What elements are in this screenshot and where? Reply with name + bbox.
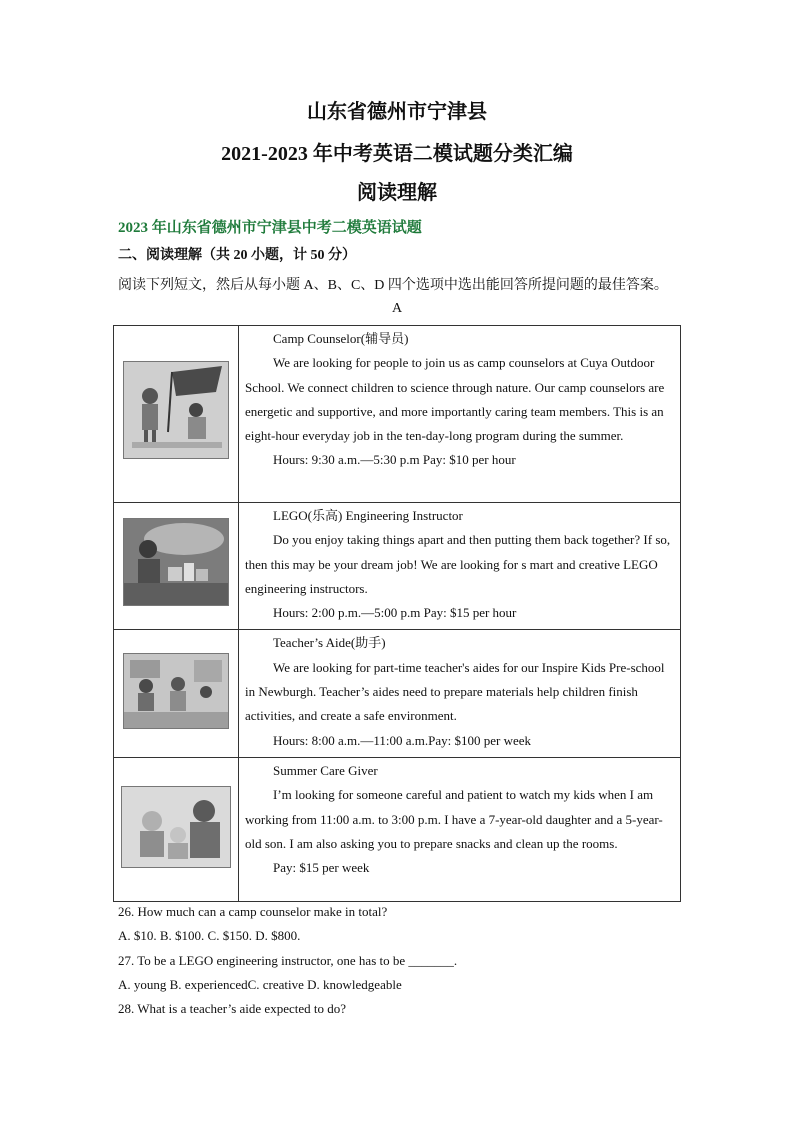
ad-text-cell xyxy=(239,630,681,757)
ad-body: We are looking for part-time teacher's aides for our Inspire Kids Pre-school in Newburgh. Teacher’s aides need to prepare materials help children finish activities, and create a safe environment. xyxy=(245,659,665,724)
ad-heading: Camp Counselor(辅导员) xyxy=(273,331,409,346)
document-title: 山东省德州市宁津县 xyxy=(307,101,487,123)
ad-text-cell xyxy=(239,326,681,503)
ad-row-camp-counselor xyxy=(114,326,681,503)
ad-row-teachers-aide xyxy=(114,630,681,757)
classroom-photo xyxy=(123,653,229,729)
ad-hours-pay: Hours: 9:30 a.m.—5:30 p.m Pay: $10 per hour xyxy=(273,452,516,468)
questions-block xyxy=(118,900,457,1021)
ad-body: I’m looking for someone careful and patient to watch my kids when I am working from 11:00 a.m. to 3:00 p.m. I have a 7-year-old daughter and a 5-year-old son. I am also asking you to prepare snacks and clean up the rooms. xyxy=(245,787,663,851)
ad-image-cell xyxy=(114,503,239,630)
section-heading: 阅读理解 xyxy=(357,182,437,204)
passage-letter: A xyxy=(391,301,403,316)
ad-body: Do you enjoy taking things apart and then putting them back together? If so, then this may be your dream job! We are looking for s mart and creative LEGO engineering instructors. xyxy=(245,532,671,596)
lego-photo xyxy=(123,518,229,606)
question-27: 27. To be a LEGO engineering instructor, one has to be _______. xyxy=(118,952,458,968)
ad-image-cell xyxy=(114,630,239,757)
document-subtitle: 2021-2023 年中考英语二模试题分类汇编 xyxy=(221,143,573,165)
part-heading: 二、阅读理解（共 20 小题，计 50 分） xyxy=(118,248,356,263)
exam-title: 2023 年山东省德州市宁津县中考二模英语试题 xyxy=(118,220,422,236)
job-ads-table xyxy=(113,325,681,902)
ad-text-cell xyxy=(239,757,681,901)
instructions: 阅读下列短文，然后从每小题 A、B、C、D 四个选项中选出能回答所提问题的最佳答案。 xyxy=(118,278,668,293)
ad-hours-pay: Pay: $15 per week xyxy=(273,860,370,876)
ad-heading: Summer Care Giver xyxy=(273,762,378,778)
care-giver-photo xyxy=(121,786,231,868)
camp-photo xyxy=(123,361,229,459)
ad-body: We are looking for people to join us as camp counselors at Cuya Outdoor School. We connect children to science through nature. Our camp counselors are energetic and supportive, and more importantly caring team members. This is an eight-hour everyday job in the ten-day-long program during the summer. xyxy=(245,355,665,444)
ad-row-lego-instructor xyxy=(114,503,681,630)
ad-image-cell xyxy=(114,326,239,503)
question-26: 26. How much can a camp counselor make in total? xyxy=(118,904,388,919)
ad-hours-pay: Hours: 8:00 a.m.—11:00 a.m.Pay: $100 per week xyxy=(273,732,532,748)
question-27-options: A. young B. experiencedC. creative D. knowledgeable xyxy=(118,976,402,992)
ad-image-cell xyxy=(114,757,239,901)
ad-heading: Teacher’s Aide(助手) xyxy=(273,635,386,651)
ad-hours-pay: Hours: 2:00 p.m.—5:00 p.m Pay: $15 per hour xyxy=(273,605,517,621)
question-26-options: A. $10. B. $100. C. $150. D. $800. xyxy=(118,928,301,944)
ad-text-cell xyxy=(239,503,681,630)
ad-row-summer-care-giver xyxy=(114,757,681,901)
question-28: 28. What is a teacher’s aide expected to do? xyxy=(118,1001,347,1017)
ad-heading: LEGO(乐高) Engineering Instructor xyxy=(273,508,463,523)
